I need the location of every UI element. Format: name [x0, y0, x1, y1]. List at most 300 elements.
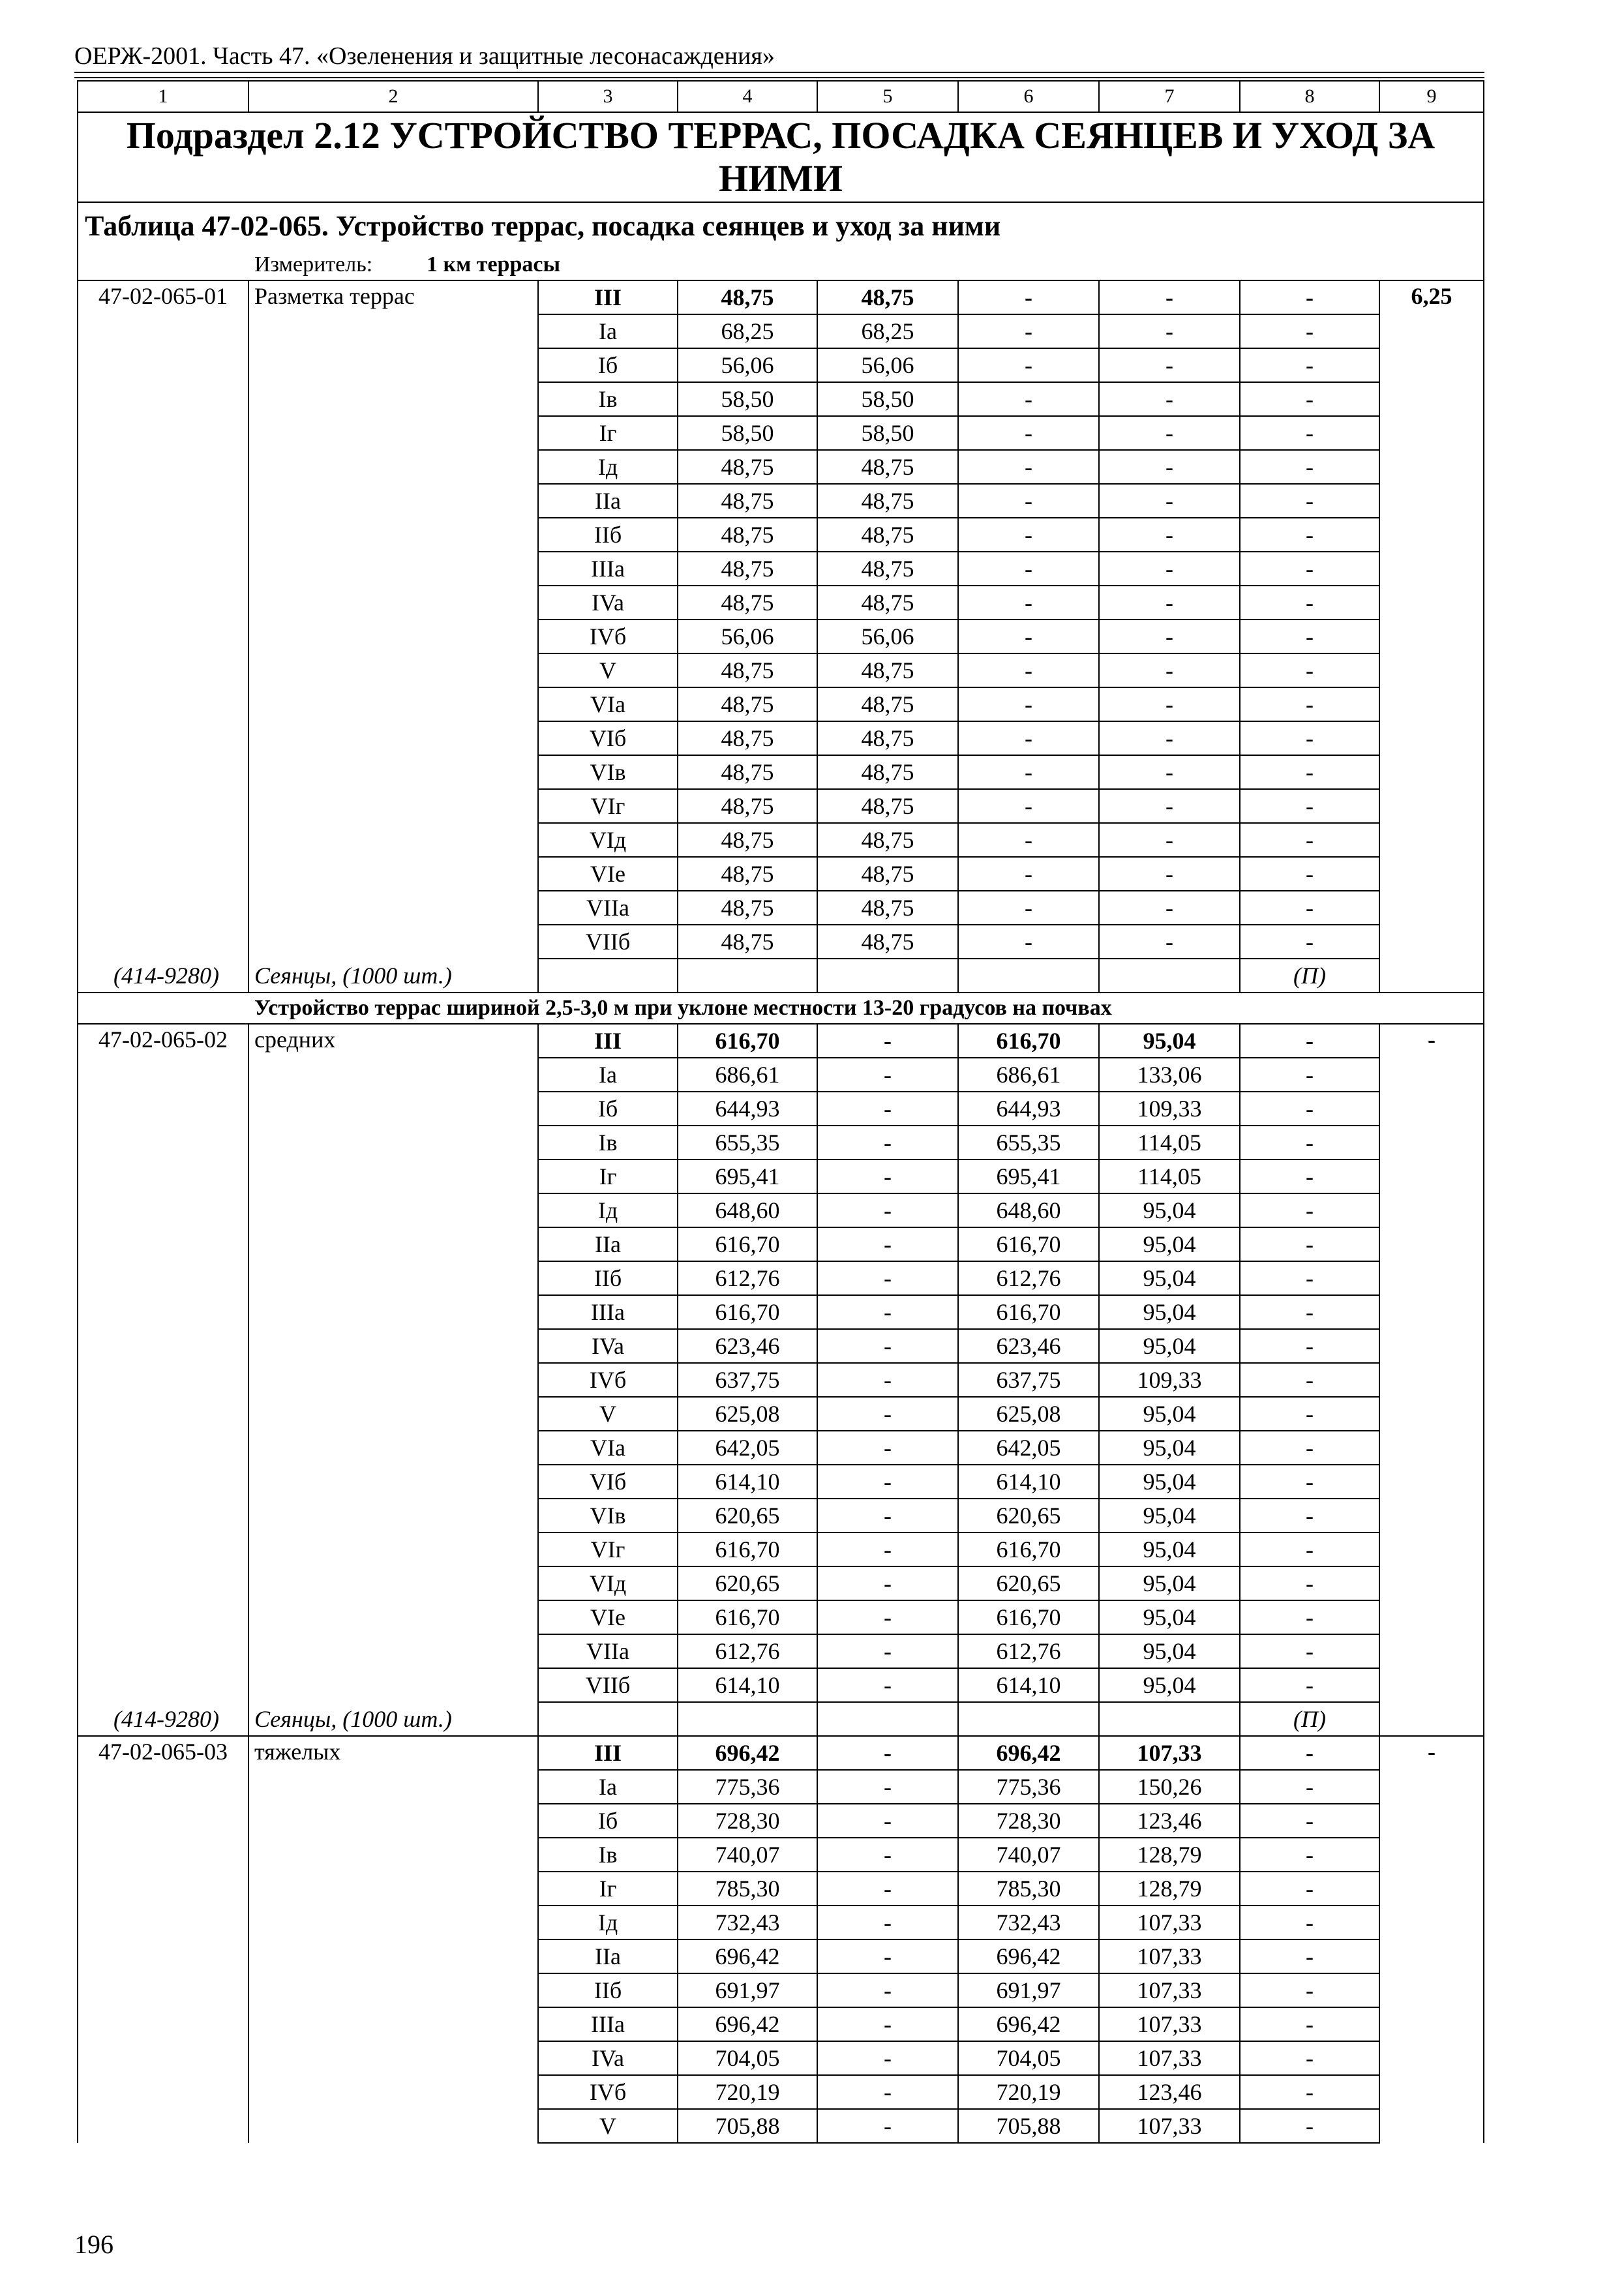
col9-empty [1379, 1397, 1484, 1431]
value-cell: - [1240, 1397, 1379, 1431]
value-cell: - [1240, 1736, 1379, 1770]
value-cell: - [958, 925, 1099, 959]
column-number: 3 [538, 81, 678, 112]
value-cell: 107,33 [1099, 1736, 1240, 1770]
value-cell: 48,75 [678, 823, 817, 857]
row-name-empty [248, 552, 538, 586]
value-cell: - [817, 1770, 958, 1804]
col9-empty [1379, 1838, 1484, 1872]
col9-empty [1379, 1939, 1484, 1973]
value-cell: 785,30 [678, 1872, 817, 1906]
value-cell: - [958, 484, 1099, 518]
running-header: ОЕРЖ-2001. Часть 47. «Озеленения и защитные лесонасаждения» [74, 42, 775, 70]
value-cell: 95,04 [1099, 1397, 1240, 1431]
value-cell: - [1099, 687, 1240, 721]
empty-cell [817, 1702, 958, 1736]
value-cell: 48,75 [678, 653, 817, 687]
value-cell: - [1240, 1668, 1379, 1702]
row-code-empty [78, 518, 248, 552]
value-cell: - [958, 653, 1099, 687]
value-cell: - [817, 1736, 958, 1770]
row-code-empty [78, 1159, 248, 1193]
value-cell: IVб [538, 1363, 678, 1397]
table-row [78, 1634, 1484, 1668]
row-name-empty [248, 1329, 538, 1363]
value-cell: V [538, 1397, 678, 1431]
value-cell: 48,75 [678, 484, 817, 518]
value-cell: 616,70 [958, 1227, 1099, 1261]
table-row [78, 1227, 1484, 1261]
table-row [78, 620, 1484, 653]
value-cell: 58,50 [678, 382, 817, 416]
value-cell: 48,75 [817, 857, 958, 891]
col9-empty [1379, 1159, 1484, 1193]
value-cell: - [1240, 1159, 1379, 1193]
value-cell: 123,46 [1099, 1804, 1240, 1838]
value-cell: 696,42 [678, 1939, 817, 1973]
value-cell: Ia [538, 1058, 678, 1092]
value-cell: - [1240, 620, 1379, 653]
value-cell: 95,04 [1099, 1533, 1240, 1566]
row-code-empty [78, 416, 248, 450]
row-name-empty [248, 721, 538, 755]
value-cell: 614,10 [958, 1668, 1099, 1702]
value-cell: - [1099, 925, 1240, 959]
row-name-empty [248, 1431, 538, 1465]
value-cell: - [1240, 314, 1379, 348]
value-cell: 48,75 [817, 755, 958, 789]
value-cell: 68,25 [817, 314, 958, 348]
value-cell: 620,65 [678, 1499, 817, 1533]
value-cell: - [1240, 1634, 1379, 1668]
col9-empty [1379, 1363, 1484, 1397]
row-name-empty [248, 450, 538, 484]
value-cell: 95,04 [1099, 1261, 1240, 1295]
row-name-empty [248, 1973, 538, 2007]
value-cell: - [958, 721, 1099, 755]
row-name-empty [248, 620, 538, 653]
value-cell: - [817, 1939, 958, 1973]
seedling-label: Сеянцы, (1000 шт.) [248, 959, 538, 993]
row-code-empty [78, 1261, 248, 1295]
value-cell: 620,65 [678, 1566, 817, 1600]
table-row [78, 1804, 1484, 1838]
value-cell: - [958, 891, 1099, 925]
row-code-empty [78, 653, 248, 687]
value-cell: 48,75 [817, 891, 958, 925]
value-cell: - [1240, 348, 1379, 382]
value-cell: 637,75 [958, 1363, 1099, 1397]
row-code-empty [78, 1431, 248, 1465]
row-code-empty [78, 382, 248, 416]
value-cell: 114,05 [1099, 1159, 1240, 1193]
col9-empty [1379, 2041, 1484, 2075]
value-cell: IVa [538, 2041, 678, 2075]
value-cell: 616,70 [958, 1533, 1099, 1566]
value-cell: 616,70 [678, 1024, 817, 1058]
row-name-empty [248, 1770, 538, 1804]
col9-empty [1379, 2109, 1484, 2143]
header-rule [74, 77, 1484, 78]
row-name-empty [248, 1465, 538, 1499]
value-cell: 48,75 [817, 721, 958, 755]
value-cell: - [1240, 1872, 1379, 1906]
row-name-empty [248, 687, 538, 721]
value-cell: VIд [538, 823, 678, 857]
value-cell: 644,93 [958, 1092, 1099, 1126]
empty-cell [1099, 1702, 1240, 1736]
value-cell: - [817, 1329, 958, 1363]
table-row [78, 1159, 1484, 1193]
table-row [78, 484, 1484, 518]
row-name-empty [248, 891, 538, 925]
value-cell: 704,05 [958, 2041, 1099, 2075]
value-cell: 655,35 [958, 1126, 1099, 1159]
value-cell: 48,75 [817, 925, 958, 959]
value-cell: 48,75 [817, 823, 958, 857]
col9-empty [1379, 586, 1484, 620]
col9-empty [1379, 687, 1484, 721]
value-cell: - [1099, 314, 1240, 348]
value-cell: 48,75 [678, 687, 817, 721]
value-cell: 612,76 [678, 1261, 817, 1295]
value-cell: 704,05 [678, 2041, 817, 2075]
table-row [78, 2007, 1484, 2041]
value-cell: 728,30 [958, 1804, 1099, 1838]
col9-empty [1379, 755, 1484, 789]
col9-empty [1379, 2007, 1484, 2041]
column-number: 7 [1099, 81, 1240, 112]
row-name-empty [248, 382, 538, 416]
subheading-row [78, 993, 1484, 1024]
table-row [78, 1736, 1484, 1770]
value-cell: IVa [538, 586, 678, 620]
seedling-unit: (П) [1240, 1702, 1379, 1736]
row-code-empty [78, 721, 248, 755]
table-row [78, 382, 1484, 416]
value-cell: 612,76 [958, 1634, 1099, 1668]
value-cell: - [817, 1092, 958, 1126]
col9-empty [1379, 1431, 1484, 1465]
col9-empty [1379, 857, 1484, 891]
empty-cell [1379, 1702, 1484, 1736]
value-cell: III [538, 1736, 678, 1770]
value-cell: - [817, 2109, 958, 2143]
value-cell: III [538, 280, 678, 314]
value-cell: 616,70 [678, 1600, 817, 1634]
value-cell: 616,70 [958, 1024, 1099, 1058]
table-row [78, 823, 1484, 857]
row-name-empty [248, 755, 538, 789]
col9-empty [1379, 348, 1484, 382]
section-title-row [78, 112, 1484, 202]
row-code-empty [78, 1193, 248, 1227]
value-cell: - [1240, 925, 1379, 959]
value-cell: - [958, 518, 1099, 552]
row-code-empty [78, 552, 248, 586]
value-cell: 705,88 [678, 2109, 817, 2143]
table-row [78, 1431, 1484, 1465]
value-cell: 95,04 [1099, 1668, 1240, 1702]
value-cell: - [1240, 280, 1379, 314]
value-cell: - [1240, 382, 1379, 416]
table-row [78, 1600, 1484, 1634]
row-code-empty [78, 891, 248, 925]
value-cell: 623,46 [678, 1329, 817, 1363]
value-cell: - [817, 1566, 958, 1600]
value-cell: - [958, 586, 1099, 620]
value-cell: - [1099, 518, 1240, 552]
table-row [78, 1024, 1484, 1058]
seedling-unit: (П) [1240, 959, 1379, 993]
table-row [78, 280, 1484, 314]
row-name-empty [248, 2007, 538, 2041]
value-cell: - [1099, 857, 1240, 891]
value-cell: - [1240, 1329, 1379, 1363]
value-cell: 696,42 [678, 2007, 817, 2041]
column-number: 8 [1240, 81, 1379, 112]
value-cell: 48,75 [678, 721, 817, 755]
value-cell: 48,75 [678, 586, 817, 620]
value-cell: 740,07 [678, 1838, 817, 1872]
value-cell: 655,35 [678, 1126, 817, 1159]
value-cell: 95,04 [1099, 1329, 1240, 1363]
value-cell: 48,75 [817, 450, 958, 484]
col9-empty [1379, 653, 1484, 687]
value-cell: 614,10 [678, 1668, 817, 1702]
row-code-empty [78, 687, 248, 721]
value-cell: - [817, 1973, 958, 2007]
value-cell: - [1240, 823, 1379, 857]
row-code-empty [78, 1906, 248, 1939]
value-cell: - [817, 1431, 958, 1465]
row-code-empty [78, 1363, 248, 1397]
row-name-empty [248, 586, 538, 620]
row-code-empty [78, 2075, 248, 2109]
row-name-empty [248, 1872, 538, 1906]
column-number: 2 [248, 81, 538, 112]
table-row [78, 1058, 1484, 1092]
row-name-empty [248, 416, 538, 450]
value-cell: - [1099, 416, 1240, 450]
column-number: 9 [1379, 81, 1484, 112]
value-cell: - [958, 348, 1099, 382]
row-name-empty [248, 2041, 538, 2075]
value-cell: VIд [538, 1566, 678, 1600]
value-cell: Iд [538, 1193, 678, 1227]
value-cell: 623,46 [958, 1329, 1099, 1363]
value-cell: 648,60 [678, 1193, 817, 1227]
row-name-empty [248, 1838, 538, 1872]
value-cell: - [1240, 1838, 1379, 1872]
value-cell: - [958, 416, 1099, 450]
value-cell: - [958, 789, 1099, 823]
table-row [78, 721, 1484, 755]
value-cell: - [1240, 1973, 1379, 2007]
value-cell: 732,43 [958, 1906, 1099, 1939]
table-row [78, 2109, 1484, 2143]
row-name-empty [248, 1193, 538, 1227]
value-cell: - [817, 1668, 958, 1702]
value-cell: - [817, 1126, 958, 1159]
value-cell: - [817, 1397, 958, 1431]
value-cell: 616,70 [958, 1295, 1099, 1329]
col9-empty [1379, 1227, 1484, 1261]
col9-empty [1379, 620, 1484, 653]
row-name: тяжелых [248, 1736, 538, 1770]
col9-empty [1379, 823, 1484, 857]
value-cell: IIб [538, 1973, 678, 2007]
value-cell: 128,79 [1099, 1872, 1240, 1906]
value-cell: 696,42 [958, 2007, 1099, 2041]
value-cell: VIг [538, 1533, 678, 1566]
col9-empty [1379, 552, 1484, 586]
value-cell: - [1099, 755, 1240, 789]
row-code-empty [78, 1058, 248, 1092]
row-name-empty [248, 1499, 538, 1533]
row-name-empty [248, 1804, 538, 1838]
row-code: 47-02-065-03 [78, 1736, 248, 1770]
value-cell: - [1240, 2007, 1379, 2041]
value-cell: - [1240, 2041, 1379, 2075]
value-cell: - [958, 450, 1099, 484]
value-cell: VIб [538, 1465, 678, 1499]
value-cell: - [817, 1499, 958, 1533]
row-code-empty [78, 1092, 248, 1126]
value-cell: 48,75 [678, 552, 817, 586]
value-cell: 616,70 [678, 1533, 817, 1566]
value-cell: IIa [538, 484, 678, 518]
value-cell: 56,06 [678, 348, 817, 382]
value-cell: - [1099, 789, 1240, 823]
col9-value: - [1379, 1024, 1484, 1058]
row-name-empty [248, 348, 538, 382]
table-body [78, 81, 1484, 2143]
value-cell: 705,88 [958, 2109, 1099, 2143]
value-cell: - [817, 2007, 958, 2041]
value-cell: Iг [538, 1872, 678, 1906]
value-cell: - [817, 1872, 958, 1906]
value-cell: - [1240, 1024, 1379, 1058]
value-cell: - [1099, 653, 1240, 687]
empty-cell [678, 1702, 817, 1736]
value-cell: 58,50 [817, 416, 958, 450]
value-cell: - [1240, 1058, 1379, 1092]
value-cell: - [958, 687, 1099, 721]
value-cell: - [1240, 1533, 1379, 1566]
table-row [78, 891, 1484, 925]
table-row [78, 1973, 1484, 2007]
row-code-empty [78, 1465, 248, 1499]
row-name-empty [248, 823, 538, 857]
value-cell: Iв [538, 1126, 678, 1159]
row-name-empty [248, 1227, 538, 1261]
value-cell: 48,75 [817, 653, 958, 687]
value-cell: VIIa [538, 1634, 678, 1668]
value-cell: 644,93 [678, 1092, 817, 1126]
row-code-empty [78, 823, 248, 857]
row-name-empty [248, 925, 538, 959]
table-row [78, 789, 1484, 823]
table-row [78, 687, 1484, 721]
value-cell: - [1099, 823, 1240, 857]
row-name-empty [248, 1363, 538, 1397]
value-cell: 48,75 [817, 484, 958, 518]
value-cell: IIIa [538, 2007, 678, 2041]
value-cell: 95,04 [1099, 1566, 1240, 1600]
value-cell: 620,65 [958, 1499, 1099, 1533]
row-name: средних [248, 1024, 538, 1058]
value-cell: - [1240, 1770, 1379, 1804]
value-cell: Iг [538, 1159, 678, 1193]
value-cell: 785,30 [958, 1872, 1099, 1906]
table-row [78, 1499, 1484, 1533]
value-cell: - [817, 1465, 958, 1499]
value-cell: - [817, 1295, 958, 1329]
value-cell: VIг [538, 789, 678, 823]
value-cell: 95,04 [1099, 1295, 1240, 1329]
value-cell: - [1240, 484, 1379, 518]
value-cell: 95,04 [1099, 1227, 1240, 1261]
value-cell: - [1240, 1465, 1379, 1499]
column-number: 5 [817, 81, 958, 112]
col9-empty [1379, 1499, 1484, 1533]
value-cell: IVб [538, 2075, 678, 2109]
value-cell: 48,75 [678, 857, 817, 891]
value-cell: - [1099, 484, 1240, 518]
row-code-empty [78, 314, 248, 348]
empty-cell [958, 1702, 1099, 1736]
page-number: 196 [74, 2230, 113, 2259]
value-cell: 616,70 [958, 1600, 1099, 1634]
value-cell: - [1240, 1939, 1379, 1973]
col9-empty [1379, 484, 1484, 518]
value-cell: - [1240, 586, 1379, 620]
row-name-empty [248, 1126, 538, 1159]
value-cell: - [1240, 1193, 1379, 1227]
value-cell: 107,33 [1099, 2109, 1240, 2143]
value-cell: - [817, 2041, 958, 2075]
seedling-label: Сеянцы, (1000 шт.) [248, 1702, 538, 1736]
value-cell: VIIб [538, 925, 678, 959]
col9-empty [1379, 925, 1484, 959]
seedling-code: (414-9280) [78, 1702, 248, 1736]
value-cell: - [958, 823, 1099, 857]
value-cell: 56,06 [678, 620, 817, 653]
value-cell: 48,75 [678, 925, 817, 959]
value-cell: III [538, 1024, 678, 1058]
row-name-empty [248, 2075, 538, 2109]
value-cell: - [1240, 1092, 1379, 1126]
value-cell: VIe [538, 1600, 678, 1634]
norms-table [77, 80, 1484, 2144]
row-name-empty [248, 1058, 538, 1092]
value-cell: VIIб [538, 1668, 678, 1702]
value-cell: 616,70 [678, 1227, 817, 1261]
table-row [78, 1533, 1484, 1566]
value-cell: - [1099, 382, 1240, 416]
value-cell: IIIa [538, 1295, 678, 1329]
row-code-empty [78, 1668, 248, 1702]
row-code: 47-02-065-01 [78, 280, 248, 314]
empty-cell [538, 1702, 678, 1736]
value-cell: 48,75 [678, 789, 817, 823]
table-row [78, 1092, 1484, 1126]
table-row [78, 1295, 1484, 1329]
value-cell: 58,50 [678, 416, 817, 450]
col9-empty [1379, 1193, 1484, 1227]
col9-empty [1379, 450, 1484, 484]
